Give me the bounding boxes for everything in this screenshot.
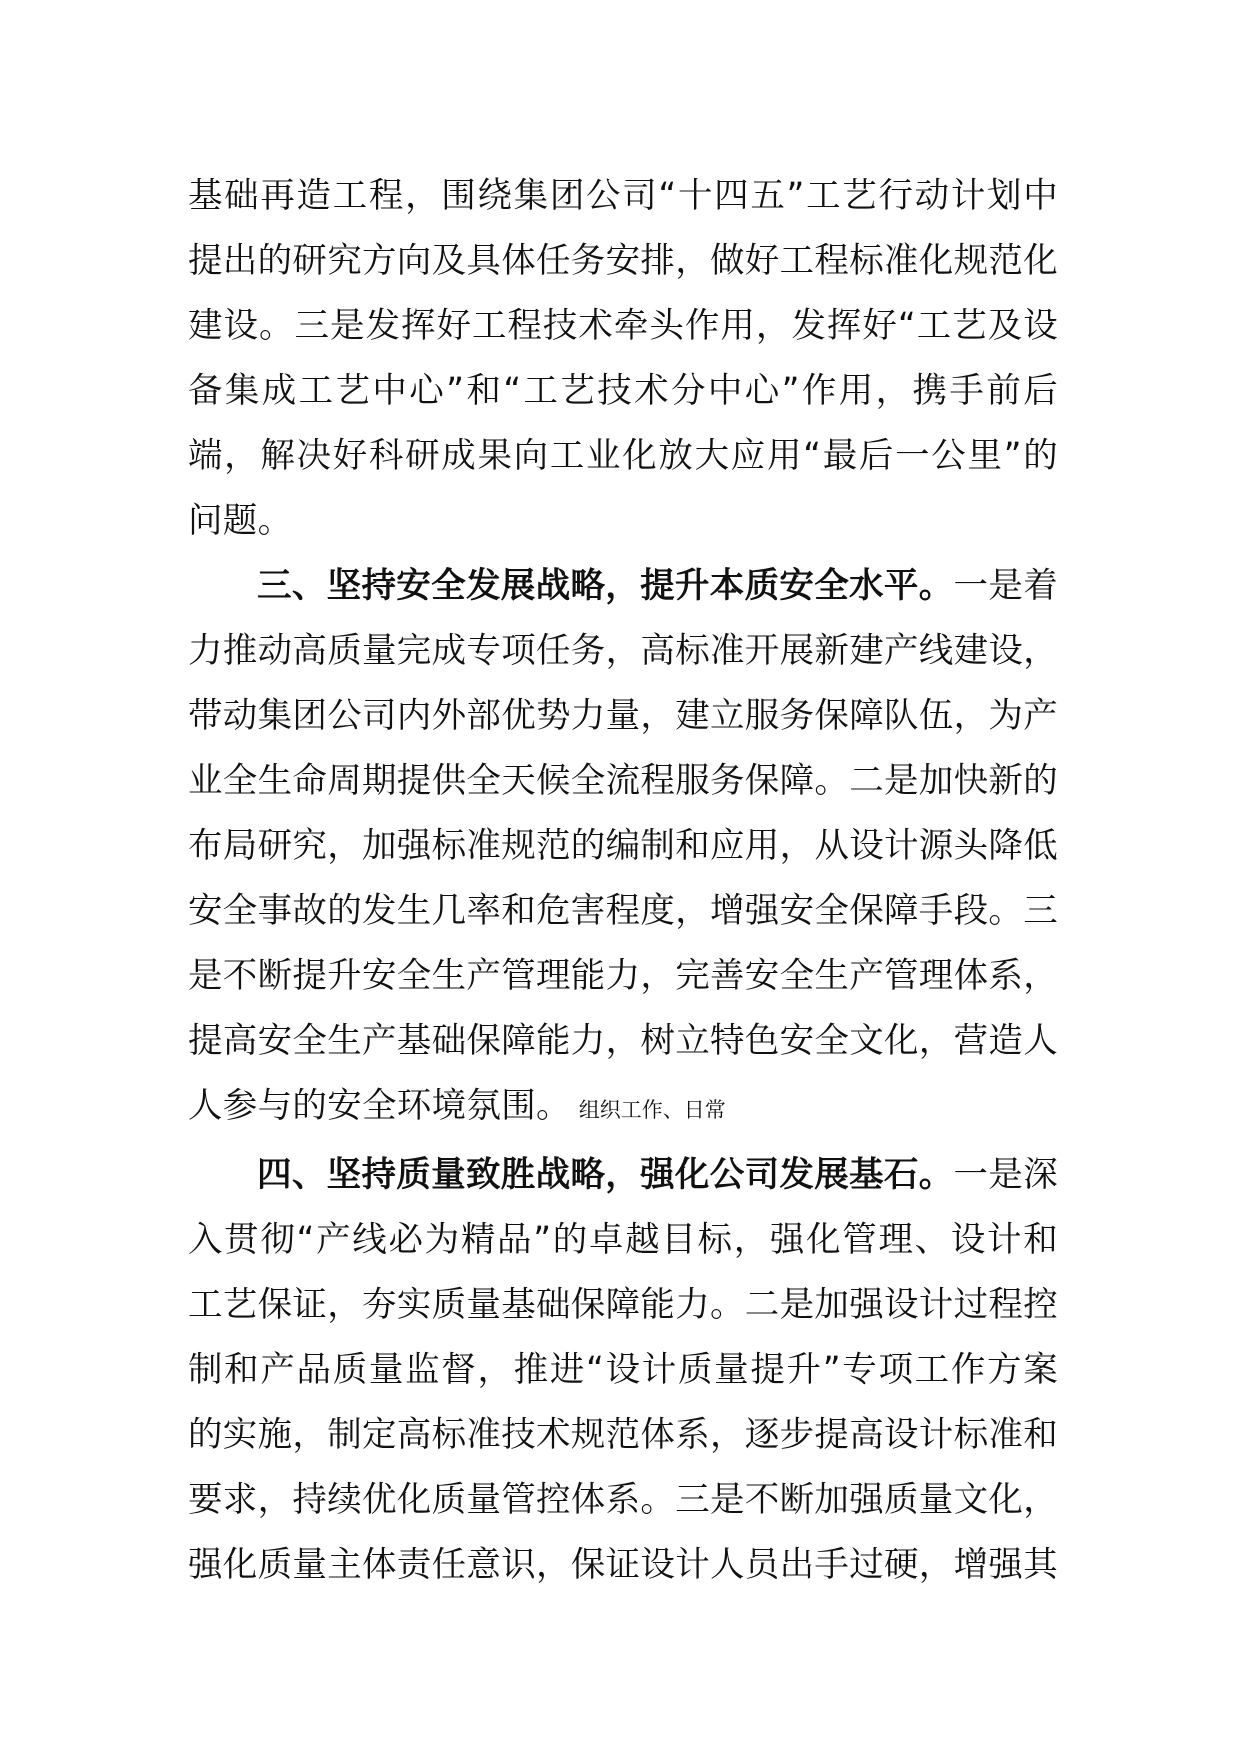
paragraph-continuation: 基础再造工程，围绕集团公司“十四五”工艺行动计划中提出的研究方向及具体任务安排，做好工程标准化规范化建设。三是发挥好工程技术牵头作用，发挥好“工艺及设备集成工艺中心”和“工艺技术分中心”作用，携手前后端，解决好科研成果向工业化放大应用“最后一公里”的问题。 <box>188 176 1058 541</box>
section-4-heading: 四、坚持质量致胜战略，强化公司发展基石。 <box>257 1155 954 1195</box>
section-3-heading: 三、坚持安全发展战略，提升本质安全水平。 <box>257 566 954 606</box>
inline-note: 组织工作、日常 <box>578 1098 726 1122</box>
section-3-body: 一是着力推动高质量完成专项任务，高标准开展新建产线建设，带动集团公司内外部优势力量，建立服务保障队伍，为产业全生命周期提供全天候全流程服务保障。二是加快新的布局研究，加强标准规范的编制和应用，从设计源头降低安全事故的发生几率和危害程度，增强安全保障手段。三是不断提升安全生产管理能力，完善安全生产管理体系，提高安全生产基础保障能力，树立特色安全文化，营造人人参与的安全环境氛围。 <box>188 566 1059 1126</box>
section-4-paragraph <box>188 1143 1058 1598</box>
section-4-body: 一是深入贯彻“产线必为精品”的卓越目标，强化管理、设计和工艺保证，夯实质量基础保障能力。二是加强设计过程控制和产品质量监督，推进“设计质量提升”专项工作方案的实施，制定高标准技术规范体系，逐步提高设计标准和要求，持续优化质量管控体系。三是不断加强质量文化，强化质量主体责任意识，保证设计人员出手过硬，增强其 <box>188 1155 1059 1585</box>
section-3-paragraph <box>188 554 1058 1143</box>
document-body <box>188 164 1058 1598</box>
